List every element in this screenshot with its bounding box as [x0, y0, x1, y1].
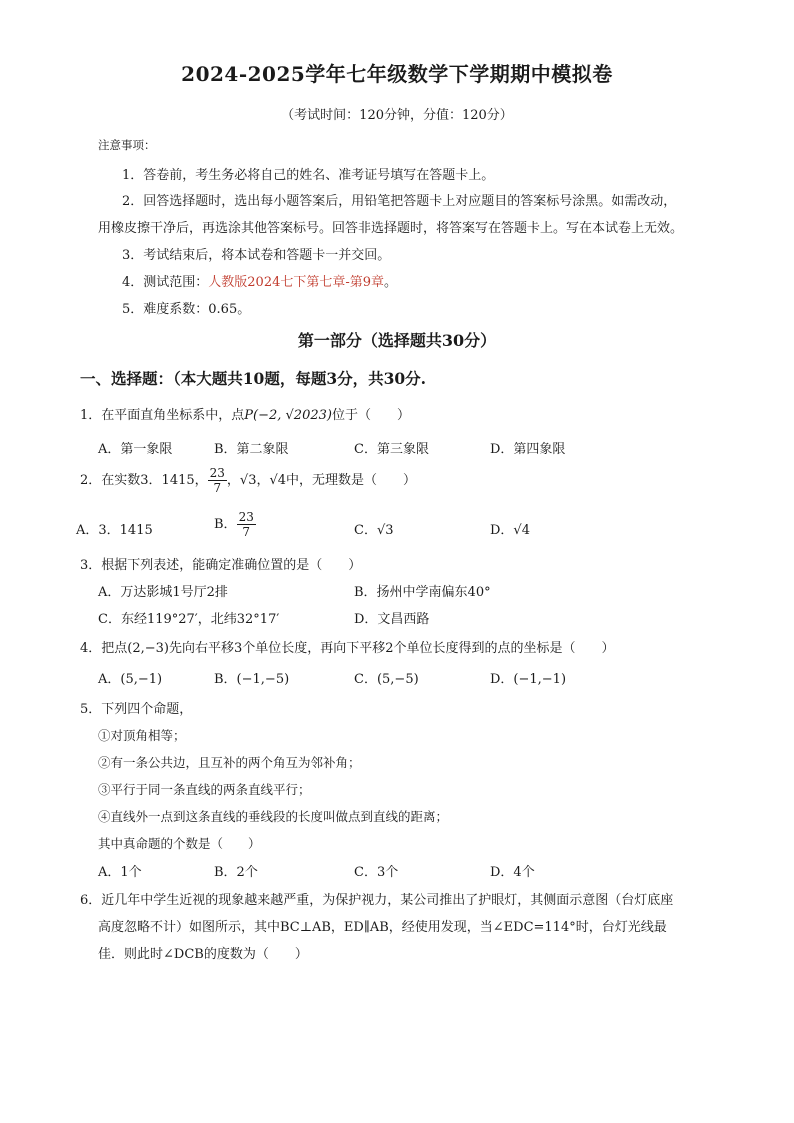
option-b-fraction [237, 510, 256, 539]
question-4-option-a[interactable]: A．(5,−1) [98, 672, 163, 687]
exam-subtitle: （考试时间：120分钟，分值：120分） [281, 108, 513, 123]
notice-item-3: 3．考试结束后，将本试卷和答题卡一并交回。 [122, 248, 391, 263]
question-1-point: P(−2, √2023) [244, 408, 332, 423]
question-3-option-b[interactable]: B．扬州中学南偏东40° [354, 585, 491, 600]
question-5-statement-2: ②有一条公共边，且互补的两个角互为邻补角； [98, 755, 361, 770]
question-5-option-b[interactable]: B．2个 [214, 865, 258, 880]
question-6-line-1: 6．近几年中学生近视的现象越来越严重，为保护视力，某公司推出了护眼灯，其侧面示意图（台灯底座 [80, 893, 674, 908]
notice-heading: 注意事项： [98, 138, 156, 152]
question-6-line-3: 佳．则此时∠DCB的度数为（ ） [98, 947, 308, 962]
notice-item-2: 2．回答选择题时，选出每小题答案后，用铅笔把答题卡上对应题目的答案标号涂黑。如需改动， [122, 194, 677, 209]
question-5-option-d[interactable]: D．4个 [490, 865, 535, 880]
question-2-fraction [208, 466, 227, 495]
option-b-label: B． [214, 517, 237, 532]
question-3-option-a[interactable]: A．万达影城1号厅2排 [98, 585, 228, 600]
question-5-option-a[interactable]: A．1个 [98, 865, 142, 880]
question-3-stem: 3．根据下列表述，能确定准确位置的是（ ） [80, 558, 362, 573]
question-5-option-c[interactable]: C．3个 [354, 865, 399, 880]
notice-item-2-cont: 用橡皮擦干净后，再选涂其他答案标号。回答非选择题时，将答案写在答题卡上。写在本试卷上无效。 [98, 221, 684, 236]
question-5-statement-4: ④直线外一点到这条直线的垂线段的长度叫做点到直线的距离； [98, 809, 449, 824]
fraction-numerator: 23 [238, 510, 254, 524]
question-2-option-b[interactable] [214, 510, 256, 539]
question-1-post: 位于（ ） [331, 408, 410, 423]
question-5-stem: 5．下列四个命题， [80, 702, 193, 717]
question-5-ask: 其中真命题的个数是（ ） [98, 836, 261, 851]
question-1-pre: 1．在平面直角坐标系中，点 [80, 408, 245, 423]
notice-item-4: 4．测试范围：人教版2024七下第七章-第9章。 [122, 275, 398, 290]
section-title: 一、选择题：（本大题共10题，每题3分，共30分. [80, 369, 427, 388]
question-2-post: ，√3，√4中，无理数是（ ） [226, 473, 417, 488]
question-2-stem [80, 466, 416, 495]
question-1-option-b[interactable]: B．第二象限 [214, 442, 289, 457]
question-6-line-2: 高度忽略不计）如图所示，其中BC⊥AB，ED∥AB，经使用发现，当∠EDC=114°时，台灯光线最 [98, 920, 667, 935]
question-1-stem [80, 404, 410, 423]
exam-title: 2024-2025学年七年级数学下学期期中模拟卷 [181, 62, 613, 86]
fraction-denominator: 7 [242, 525, 251, 539]
test-scope-highlight: 人教版2024七下第七章-第9章 [208, 275, 385, 290]
question-4-stem: 4．把点(2,−3)先向右平移3个单位长度，再向下平移2个单位长度得到的点的坐标是（ ） [80, 641, 615, 656]
part-title: 第一部分（选择题共30分） [297, 331, 497, 350]
question-4-option-d[interactable]: D．(−1,−1) [490, 672, 567, 687]
question-1-option-d[interactable]: D．第四象限 [490, 442, 566, 457]
question-4-option-b[interactable]: B．(−1,−5) [214, 672, 290, 687]
fraction-denominator: 7 [213, 481, 222, 495]
question-4-option-c[interactable]: C．(5,−5) [354, 672, 419, 687]
question-1-option-c[interactable]: C．第三象限 [354, 442, 429, 457]
notice-item-1: 1．答卷前，考生务必将自己的姓名、准考证号填写在答题卡上。 [122, 168, 495, 183]
question-2-option-c[interactable]: C．√3 [354, 523, 394, 538]
question-5-statement-1: ①对顶角相等； [98, 728, 186, 743]
question-3-option-d[interactable]: D．文昌西路 [354, 612, 430, 627]
question-2-option-a[interactable]: A．3．1415 [76, 523, 153, 538]
notice-item-5: 5．难度系数：0.65。 [122, 302, 251, 317]
question-2-option-d[interactable]: D．√4 [490, 523, 530, 538]
question-2-pre: 2．在实数3．1415， [80, 473, 208, 488]
question-1-option-a[interactable]: A．第一象限 [98, 442, 173, 457]
question-5-statement-3: ③平行于同一条直线的两条直线平行； [98, 782, 311, 797]
question-3-option-c[interactable]: C．东经119°27′，北纬32°17′ [98, 612, 280, 627]
fraction-numerator: 23 [209, 466, 225, 480]
